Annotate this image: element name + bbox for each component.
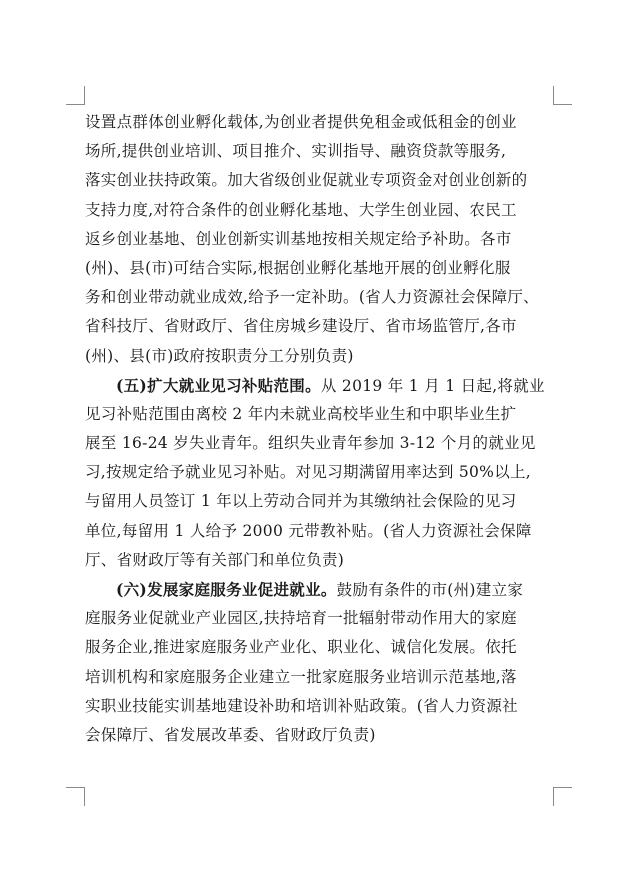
text-line: 习,按规定给予就业见习补贴。对见习期满留用率达到 50%以上,	[85, 463, 532, 482]
text-line: 单位,每留用 1 人给予 2000 元带教补贴。(省人力资源社会保障	[85, 521, 532, 540]
text-line: 培训机构和家庭服务企业建立一批家庭服务业培训示范基地,落	[85, 667, 517, 686]
section-six-heading: (六)发展家庭服务业促进就业。	[116, 580, 337, 599]
section-five-first-line	[85, 371, 555, 400]
text-line: 展至 16-24 岁失业青年。组织失业青年参加 3-12 个月的就业见	[85, 434, 536, 453]
text-line: 务和创业带动就业成效,给予一定补助。(省人力资源社会保障厅、	[85, 288, 539, 307]
text-line: 落实创业扶持政策。加大省级创业促就业专项资金对创业创新的	[85, 171, 528, 190]
text-line: 省科技厅、省财政厅、省住房城乡建设厅、省市场监管厅,各市	[85, 317, 517, 336]
crop-mark-bottom-right	[553, 787, 572, 806]
text-line: (州)、县(市)可结合实际,根据创业孵化基地开展的创业孵化服	[85, 258, 511, 277]
document-body	[85, 108, 555, 750]
text-line: 会保障厅、省发展改革委、省财政厅负责)	[85, 725, 376, 744]
section-six-first-line	[85, 575, 555, 604]
text-line: (州)、县(市)政府按职责分工分别负责)	[85, 346, 354, 365]
crop-mark-top-left	[66, 86, 85, 105]
section-five-heading: (五)扩大就业见习补贴范围。	[116, 375, 321, 395]
crop-mark-top-right	[553, 86, 572, 105]
text-line: 厅、省财政厅等有关部门和单位负责)	[85, 550, 345, 569]
text-line: 支持力度,对符合条件的创业孵化基地、大学生创业园、农民工	[85, 200, 517, 219]
section-five-first-text: 从 2019 年 1 月 1 日起,将就业	[320, 376, 545, 395]
crop-mark-bottom-left	[66, 787, 85, 806]
text-line: 见习补贴范围由离校 2 年内未就业高校毕业生和中职毕业生扩	[85, 404, 517, 423]
text-line: 场所,提供创业培训、项目推介、实训指导、融资贷款等服务,	[85, 142, 507, 161]
text-line: 庭服务业促就业产业园区,扶持培育一批辐射带动作用大的家庭	[85, 609, 517, 628]
text-line: 与留用人员签订 1 年以上劳动合同并为其缴纳社会保险的见习	[85, 492, 517, 511]
section-six-first-text: 鼓励有条件的市(州)建立家	[336, 581, 524, 599]
text-line: 设置点群体创业孵化载体,为创业者提供免租金或低租金的创业	[85, 113, 517, 131]
text-line: 实职业技能实训基地建设补助和培训补贴政策。(省人力资源社	[85, 696, 518, 715]
text-line: 返乡创业基地、创业创新实训基地按相关规定给予补助。各市	[85, 229, 512, 248]
text-line: 服务企业,推进家庭服务业产业化、职业化、诚信化发展。依托	[85, 638, 517, 657]
